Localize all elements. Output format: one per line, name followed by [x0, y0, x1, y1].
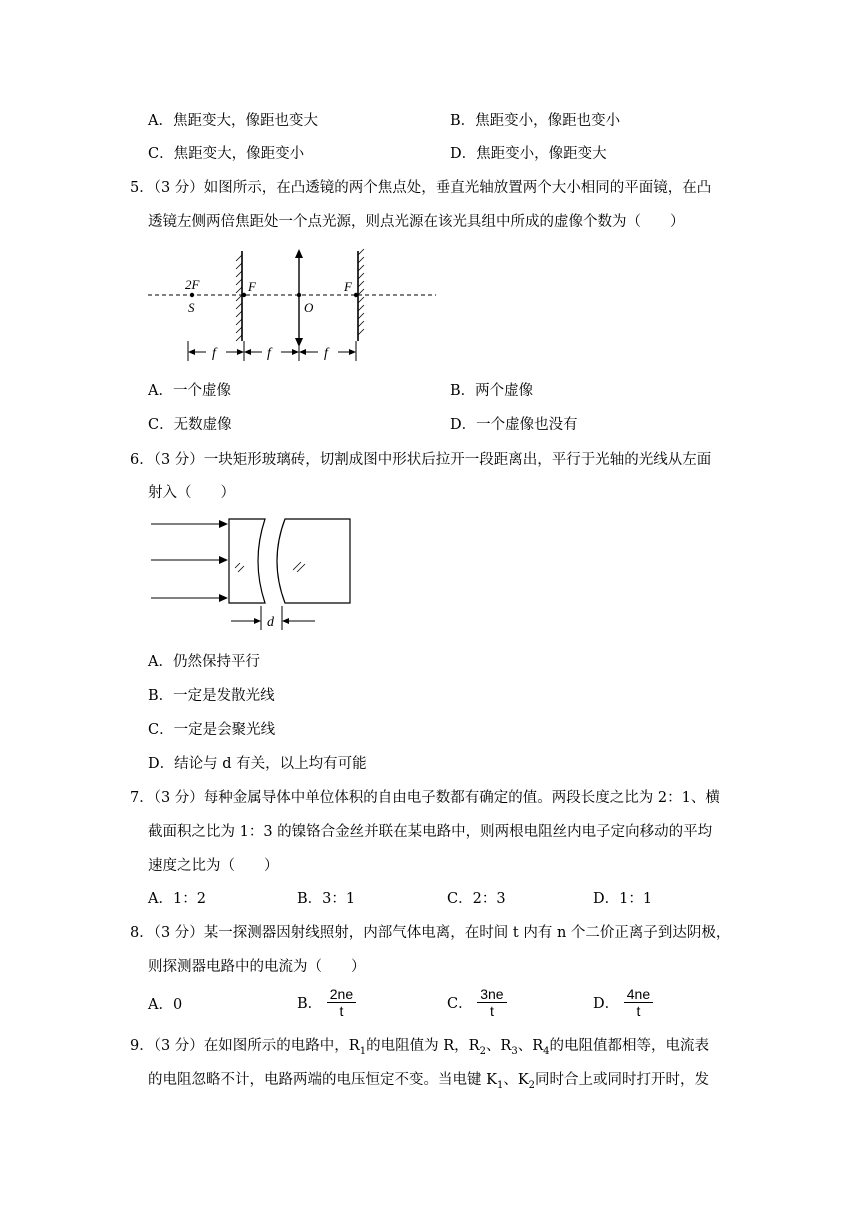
- focal-point-right: [354, 293, 358, 297]
- left-plane-mirror: [236, 251, 242, 341]
- right-glass-piece: [277, 519, 350, 603]
- q9-text: 、R: [517, 1038, 544, 1054]
- label-f-left: F: [248, 279, 256, 294]
- q9-subscript: 3: [511, 1045, 518, 1057]
- q8-option-b-fraction: [327, 986, 356, 1019]
- q7-option-d: D．1：1: [593, 891, 653, 907]
- q9-text: 9．（3 分）在如图所示的电路中，R: [130, 1038, 360, 1054]
- q6-option-c: C．一定是会聚光线: [148, 722, 276, 738]
- q7-option-a: A．1：2: [148, 891, 206, 907]
- q9-stem-line2: [148, 1070, 709, 1096]
- q5-stem-line2: 透镜左侧两倍焦距处一个点光源，则点光源在该光具组中所成的虚像个数为（ ）: [148, 214, 685, 230]
- q9-subscript: 1: [359, 1045, 367, 1057]
- q6-option-a: A．仍然保持平行: [148, 654, 260, 670]
- q5-stem-line1: 5．（3 分）如图所示，在凸透镜的两个焦点处，垂直光轴放置两个大小相同的平面镜，在凸: [130, 180, 712, 196]
- label-d: d: [267, 615, 274, 630]
- q8-stem-line1: 8．（3 分）某一探测器因射线照射，内部气体电离，在时间 t 内有 n 个二价正离子到达阴极，: [130, 925, 731, 941]
- q7-option-b: B．3：1: [297, 891, 356, 907]
- q8-option-c-label: C．: [447, 996, 473, 1012]
- label-f-1: f: [212, 346, 216, 361]
- q9-subscript: 4: [543, 1045, 550, 1057]
- q8-option-c: [447, 986, 507, 1019]
- q6-stem-line2: 射入（ ）: [148, 485, 235, 501]
- q5-lens-mirror-figure: [140, 245, 450, 370]
- convex-lens: [295, 249, 303, 347]
- q9-text: 同时合上或同时打开时，发: [535, 1072, 710, 1088]
- optical-center: [297, 293, 301, 297]
- q6-option-d: D．结论与 d 有关，以上均有可能: [148, 756, 367, 772]
- q9-subscript: 2: [479, 1045, 486, 1057]
- q5-option-d: D．一个虚像也没有: [450, 417, 578, 433]
- q7-stem-line2: 截面积之比为 1：3 的镍铬合金丝并联在某电路中，则两根电阻丝内电子定向移动的平均: [148, 824, 713, 840]
- q6-option-b: B．一定是发散光线: [148, 688, 275, 704]
- q8-option-c-fraction: [477, 986, 506, 1019]
- label-2f: 2F: [185, 277, 200, 292]
- q7-stem-line3: 速度之比为（ ）: [148, 858, 279, 874]
- fraction-numerator: 3ne: [477, 986, 506, 1003]
- q6-glass-brick-figure: [145, 512, 360, 637]
- q9-stem-line1: [130, 1036, 709, 1062]
- incident-rays: [151, 524, 221, 598]
- q6-stem-line1: 6．（3 分）一块矩形玻璃砖，切割成图中形状后拉开一段距离出，平行于光轴的光线从左面: [130, 452, 712, 468]
- q7-stem-line1: 7．（3 分）每种金属导体中单位体积的自由电子数都有确定的值。两段长度之比为 2：1、横: [130, 790, 720, 806]
- q4-option-c: C．焦距变大，像距变小: [148, 146, 305, 162]
- q9-text: 的电阻值为 R，R: [366, 1038, 480, 1054]
- focal-point-left: [242, 293, 246, 297]
- q8-option-d-fraction: [624, 986, 653, 1019]
- q5-option-b: B．两个虚像: [450, 383, 534, 399]
- point-source-s: [190, 293, 194, 297]
- fraction-denominator: t: [636, 1003, 641, 1019]
- q8-stem-line2: 则探测器电路中的电流为（ ）: [148, 959, 366, 975]
- q8-option-b-label: B．: [297, 996, 323, 1012]
- q5-option-a: A．一个虚像: [148, 383, 231, 399]
- q4-option-a: A．焦距变大，像距也变大: [148, 113, 318, 129]
- q4-option-d: D．焦距变小，像距变大: [450, 146, 607, 162]
- q4-option-b: B．焦距变小，像距也变小: [450, 113, 621, 129]
- q7-option-c: C．2：3: [447, 891, 506, 907]
- q9-subscript: 1: [496, 1079, 504, 1091]
- q8-option-b: [297, 986, 356, 1019]
- q9-text: 的电阻忽略不计，电路两端的电压恒定不变。当电键 K: [148, 1072, 497, 1088]
- q8-option-d-label: D．: [593, 996, 620, 1012]
- label-f-right: F: [344, 279, 352, 294]
- fraction-denominator: t: [339, 1003, 344, 1019]
- q8-option-a: A．0: [148, 997, 183, 1013]
- label-o: O: [304, 300, 314, 315]
- label-s: S: [188, 300, 195, 315]
- q9-text: 的电阻值都相等，电流表: [549, 1038, 710, 1054]
- q9-text: 、K: [503, 1072, 529, 1088]
- q9-text: 、R: [485, 1038, 512, 1054]
- fraction-denominator: t: [489, 1003, 494, 1019]
- left-glass-piece: [229, 519, 265, 603]
- q5-option-c: C．无数虚像: [148, 417, 232, 433]
- label-f-2: f: [267, 346, 271, 361]
- label-f-3: f: [324, 346, 328, 361]
- q8-option-d: [593, 986, 653, 1019]
- fraction-numerator: 2ne: [327, 986, 356, 1003]
- q9-subscript: 2: [528, 1079, 536, 1091]
- fraction-numerator: 4ne: [624, 986, 653, 1003]
